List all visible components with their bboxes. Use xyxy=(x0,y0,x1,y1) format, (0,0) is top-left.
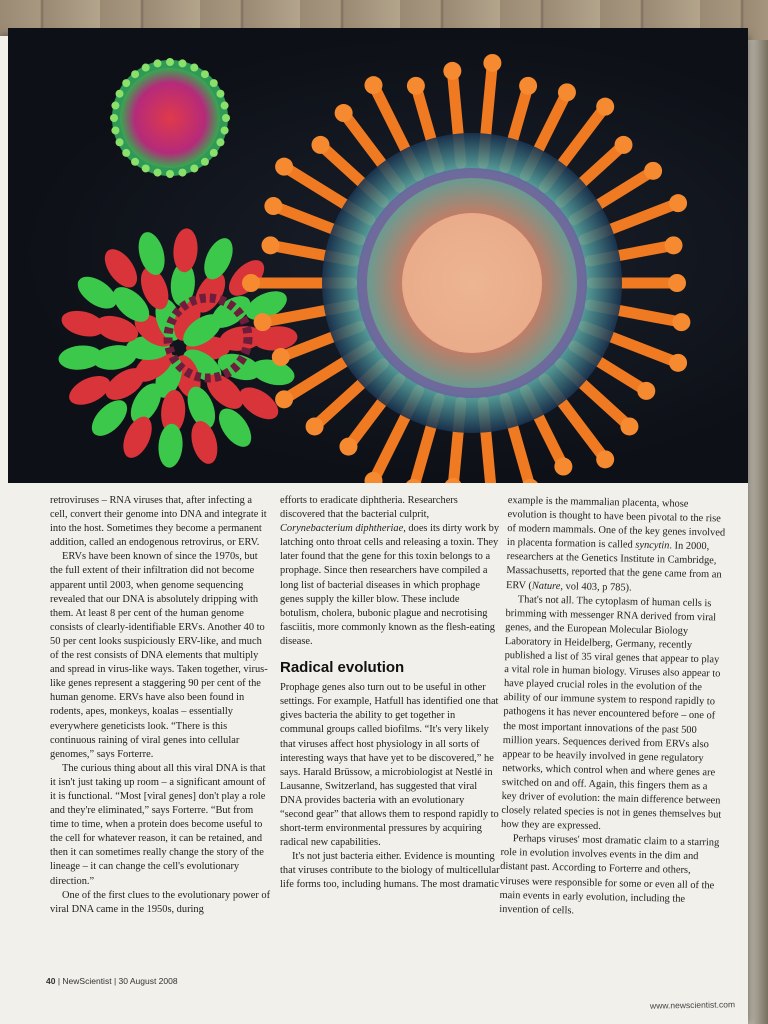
small-virus-spike xyxy=(190,64,198,72)
magazine-name: NewScientist xyxy=(62,976,112,986)
small-virus-spike xyxy=(116,138,124,146)
spike-head xyxy=(444,478,462,483)
spiked-virus xyxy=(242,54,690,483)
capsid-virus xyxy=(57,227,298,468)
capsid-subunit xyxy=(134,229,169,278)
small-virus-spike xyxy=(154,59,162,67)
small-virus-spike xyxy=(142,164,150,172)
small-virus-spike xyxy=(111,126,119,134)
small-virus-spike xyxy=(190,164,198,172)
page-footer xyxy=(46,976,178,986)
spike-head xyxy=(275,390,293,408)
paragraph: ERVs have been known of since the 1970s, but the full extent of their infiltration did not become apparent until 2003, when genome sequencing revealed that our DNA is absolutely dripping with them. At least 8 per cent of the human genome consists of clearly-identifiable ERVs. Another 40 to 50 per cent looks suspiciously ERV-like, and much of the rest consists of DNA elements that multiply and spread in virus-like ways. Taken together, virus-like genes represent a staggering 90 per cent of the human genome. ERVs have also been found in rodents, apes, monkeys, koalas – essentially everywhere geneticists look. “There is this continuous raining of viral genes into cellular genomes,” says Forterre. xyxy=(50,551,268,760)
small-virus-spike xyxy=(201,158,209,166)
virus-illustration xyxy=(8,28,748,483)
small-virus-spike xyxy=(221,126,229,134)
paragraph: That's not all. The cytoplasm of human cells is brimming with messenger RNA derived from viral genes, and the European Molecular Biology Laboratory in Heidelberg, Germany, recently published a list of 35 viral genes that appear to play a vital role in human biology. Viruses also appear to have played crucial roles in the evolution of the ability of our immune system to respond rapidly to pathogens it has never encountered before – one of the most important innovations of the past 500 million years. Sequences derived from ERVs also appear to be heavily involved in gene regulatory networks, which control when and where genes are switched on and off. Again, this fingers them as a key driver of evolution: the main difference between closely related species is not in genes themselves but how they are expressed. xyxy=(500,593,722,833)
spike-head xyxy=(443,62,461,80)
spike-head xyxy=(668,274,686,292)
page-number: 40 xyxy=(46,976,56,986)
small-virus-spike xyxy=(122,149,130,157)
spike-head xyxy=(519,77,537,95)
capsid-subunit xyxy=(198,234,238,284)
paragraph: example is the mammalian placenta, whose evolution is thought to have been pivotal to the rise of modern mammals. One of the key genes involved in placenta formation is called syncytin. In 2000, researchers at the Genetics Institute in Cambridge, Massachusetts, reported that the gene came from an ERV (Nature, vol 403, p 785). xyxy=(505,494,726,594)
spike-head xyxy=(554,458,572,476)
spike-head xyxy=(242,274,260,292)
footer-separator: | xyxy=(57,976,63,986)
paragraph: retroviruses – RNA viruses that, after infecting a cell, convert their genome into DNA and integrate it into the host. Sometimes they become a permanent addition, called an endogenous retrovirus, or ERV. xyxy=(50,495,267,549)
small-virus-spike xyxy=(116,90,124,98)
small-virus-spike xyxy=(216,90,224,98)
small-virus-spike xyxy=(210,149,218,157)
spike-head xyxy=(339,438,357,456)
small-virus-spike xyxy=(131,70,139,78)
spike-head xyxy=(620,417,638,435)
spike-head xyxy=(669,354,687,372)
paragraph: efforts to eradicate diphtheria. Researchers discovered that the bacterial culprit, Corynebacterium diphtheriae, does its dirty work by latching onto throat cells and releasing a toxin. They later found that the gene for this toxin belongs to a prophage. Since then researchers have compiled a long list of bacterial diseases in which prophage genes supply the killer blow. These include botulism, cholera, bubonic plague and necrotising fasciitis, more commonly known as the flesh-eating disease. xyxy=(280,495,500,647)
spike-head xyxy=(483,54,501,72)
spike-head xyxy=(672,313,690,331)
spike-head xyxy=(596,98,614,116)
paragraph: The curious thing about all this viral DNA is that it isn't just taking up room – a significant amount of it is functional. “Most [viral genes] don't play a role and they're eliminated,” says Forterre. “But from time to time, when a protein does become useful to the cell for whatever reason, it can be retained, and then it can sometimes really change the story of the lineage – it can change the cell's evolutionary direction.” xyxy=(50,762,266,887)
paragraph: It's not just bacteria either. Evidence is mounting that viruses contribute to the biology of multicellular life forms too, including humans. The most dramatic xyxy=(280,851,500,891)
website-url: www.newscientist.com xyxy=(649,999,736,1011)
small-virus-spike xyxy=(178,169,186,177)
spike-head xyxy=(644,162,662,180)
capsid-subunit xyxy=(187,418,222,467)
spike-head xyxy=(335,104,353,122)
spike-head xyxy=(614,136,632,154)
virus-illustration-svg xyxy=(8,28,748,483)
small-virus-spike xyxy=(110,114,118,122)
small-virus-spike xyxy=(122,79,130,87)
small-virus xyxy=(110,58,230,178)
small-virus-spike xyxy=(111,102,119,110)
spike-head xyxy=(364,76,382,94)
spike-head xyxy=(275,158,293,176)
spike-head xyxy=(665,236,683,254)
spike-head xyxy=(254,313,272,331)
capsid-subunit xyxy=(157,423,184,469)
small-virus-spike xyxy=(154,169,162,177)
spike-head xyxy=(558,83,576,101)
small-virus-spike xyxy=(216,138,224,146)
column-1 xyxy=(50,494,272,917)
spike-head xyxy=(272,348,290,366)
column-3 xyxy=(499,494,728,921)
small-virus-spike xyxy=(166,58,174,66)
paragraph: One of the first clues to the evolutionary power of viral DNA came in the 1950s, during xyxy=(50,889,271,915)
column-2 xyxy=(280,494,500,893)
spike-head xyxy=(407,77,425,95)
small-virus-spike xyxy=(142,64,150,72)
small-virus-spike xyxy=(201,70,209,78)
footer-separator: | xyxy=(113,976,119,986)
small-virus-spike xyxy=(131,158,139,166)
spike-head xyxy=(596,450,614,468)
capsid-subunit xyxy=(59,307,108,341)
paragraph: Prophage genes also turn out to be useful in other settings. For example, Hatfull has identified one that gives bacteria the ability to get together in communal groups called biofilms. “It's very likely that viruses affect host physiology in all sorts of interesting ways that have yet to be discovered,” he says. Harald Brüssow, a microbiologist at Nestlé in Lausanne, Switzerland, has suggested that viral DNA provides bacteria with an evolutionary “second gear” that allows them to respond rapidly to short-term environmental pressures by acquiring radical new capabilities. xyxy=(280,682,499,849)
capsid-subunit xyxy=(118,412,158,462)
spike-head xyxy=(261,236,279,254)
section-heading: Radical evolution xyxy=(280,659,405,677)
article-body xyxy=(50,494,730,964)
paragraph: Perhaps viruses' most dramatic claim to a starring role in evolution involves events in the dim and distant past. According to Forterre and others, viruses were responsible for some or even all of the main events in early evolution, including the invention of cells. xyxy=(499,833,720,917)
small-virus-spike xyxy=(166,170,174,178)
small-virus-spike xyxy=(221,102,229,110)
capsid-subunit xyxy=(172,227,199,273)
spike-head xyxy=(312,136,330,154)
spike-head xyxy=(306,417,324,435)
spike-head xyxy=(264,197,282,215)
small-virus-spike xyxy=(178,59,186,67)
small-virus-spike xyxy=(210,79,218,87)
spike-head xyxy=(669,194,687,212)
small-virus-spike xyxy=(222,114,230,122)
capsid-subunit xyxy=(57,344,103,372)
issue-date: 30 August 2008 xyxy=(118,976,178,986)
spike-head xyxy=(637,382,655,400)
